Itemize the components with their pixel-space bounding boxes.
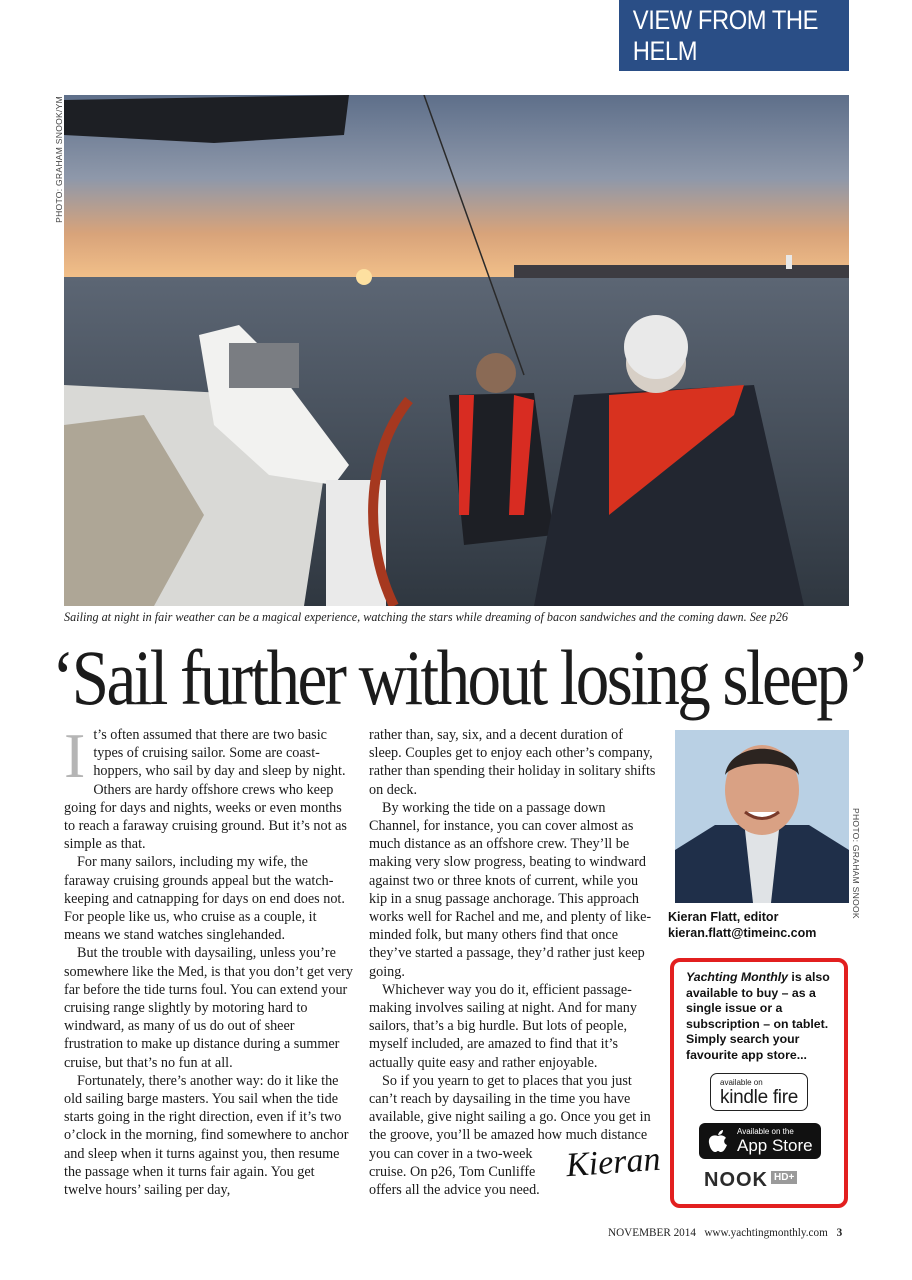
article-paragraph: But the trouble with daysailing, unless you’re somewhere like the Med, is that you don’t get very far before the tide turns foul. You can extend your cruising range slightly by motoring hard to windward, as many of us do out of sheer frustration to make up distance during a summer cruise, but that’s no fun at all. bbox=[64, 945, 353, 1071]
editor-byline bbox=[668, 909, 858, 941]
promo-text: Yachting Monthly is also available to buy – as a single issue or a subscription – on tablet. Simply search your favourite app store... bbox=[686, 970, 830, 1062]
article-paragraph: Fortunately, there’s another way: do it like the old sailing barge masters. You sail when the tide starts going in the right direction, even if it’s two o’clock in the morning, find somewhere to anchor and sleep when it turns against you, then resume the passage when it turns fair again. You get twelve hours’ sailing per day, bbox=[64, 1072, 349, 1199]
editor-name: Kieran Flatt, editor bbox=[668, 910, 779, 924]
article-column-1 bbox=[64, 720, 354, 1199]
website-url[interactable]: www.yachtingmonthly.com bbox=[704, 1227, 828, 1239]
editor-photo bbox=[675, 730, 849, 903]
article-tail-line: offers all the advice you need. bbox=[369, 1182, 540, 1199]
kindle-fire-badge[interactable]: available on kindle fire bbox=[710, 1073, 808, 1111]
article-tail-line: cruise. On p26, Tom Cunliffe bbox=[369, 1163, 536, 1180]
article-paragraph: By working the tide on a passage down Channel, for instance, you can cover almost as much distance as an offshore crew. They’ll be making very slow progress, beating to windward against two or three knots of current, while you kip in a snug passage anchorage. This approach works well for Rachel and me, and plenty of like-minded folk, but many others find that once they’ve started a passage, they’d rather just keep going. bbox=[369, 799, 652, 980]
promo-magazine-name: Yachting Monthly bbox=[686, 970, 789, 984]
article-paragraph: So if you yearn to get to places that you just can’t reach by daysailing in the time you have available, give night sailing a go. Once you get in the groove, you’ll be amazed how much distance you can cover in a two-week bbox=[369, 1072, 651, 1162]
article-paragraph: For many sailors, including my wife, the faraway cruising grounds appeal but the watch-keeping and catnapping for days on end does not. For people like us, who cruise as a couple, it means we stand watches singlehanded. bbox=[64, 854, 345, 944]
headline: ‘Sail further without losing sleep’ bbox=[52, 634, 868, 721]
page-number: 3 bbox=[836, 1227, 843, 1239]
issue-date: NOVEMBER 2014 bbox=[608, 1227, 696, 1239]
app-store-badge[interactable]: Available on the App Store bbox=[699, 1123, 821, 1159]
photo-caption: Sailing at night in fair weather can be a magical experience, watching the stars while dreaming of bacon sandwiches and the coming dawn. See p26 bbox=[64, 610, 788, 624]
section-title: VIEW FROM THE HELM bbox=[632, 5, 819, 66]
article-paragraph: It’s often assumed that there are two basic types of cruising sailor. Some are coast-hoppers, who sail by day and sleep by night. Others are hardy offshore crews who keep going for days and nights, weeks or even months to reach a faraway cruising ground. But it’s not as simple as that. bbox=[64, 720, 347, 853]
main-photo bbox=[64, 95, 849, 606]
page-footer bbox=[608, 1227, 853, 1239]
article-paragraph: rather than, say, six, and a decent duration of sleep. Couples get to enjoy each other’s company, rather than spending their holiday in solitary shifts on deck. bbox=[369, 727, 656, 798]
article-column-2 bbox=[369, 726, 659, 1199]
apple-icon bbox=[707, 1129, 729, 1153]
digital-edition-promo bbox=[670, 958, 848, 1208]
drop-cap: I bbox=[64, 720, 86, 791]
article-paragraph: Whichever way you do it, efficient passage-making involves sailing at night. And for many sailors, that’s a big hurdle. But lots of people, myself included, are amazed to find that it’s actually quite easy and rather enjoyable. bbox=[369, 981, 637, 1071]
nook-hd-badge[interactable]: NOOK HD+ bbox=[704, 1169, 824, 1195]
editor-email[interactable]: kieran.flatt@timeinc.com bbox=[668, 926, 817, 940]
main-photo-credit: PHOTO: GRAHAM SNOOK/YM bbox=[54, 96, 64, 223]
section-tab bbox=[619, 0, 849, 71]
editor-photo-credit: PHOTO: GRAHAM SNOOK bbox=[851, 808, 861, 919]
editor-signature: Kieran bbox=[564, 1140, 662, 1185]
